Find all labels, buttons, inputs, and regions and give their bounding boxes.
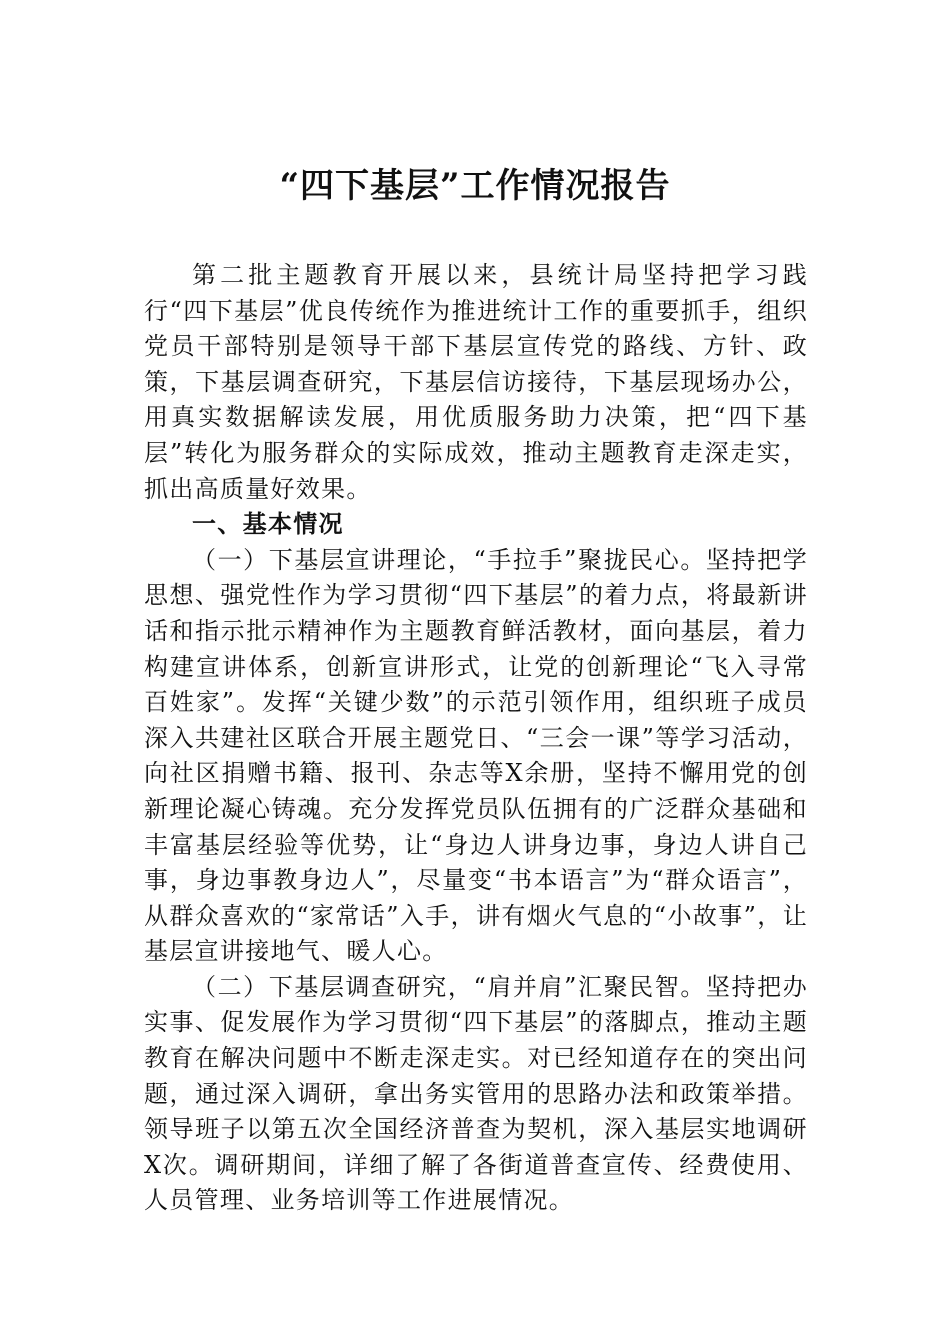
document-body: [144, 258, 808, 1219]
subsection-2-paragraph: [144, 970, 808, 1219]
subsection-2-body: 坚持把办实事、促发展作为学习贯彻“四下基层”的落脚点，推动主题教育在解决问题中不断走深走实。对已经知道存在的突出问题，通过深入调研，拿出务实管用的思路办法和政策举措。领导班子以第五次全国经济普查为契机，深入基层实地调研X次。调研期间，详细了解了各街道普查宣传、经费使用、人员管理、业务培训等工作进展情况。: [144, 972, 808, 1215]
section-heading-basic-situation: 一、基本情况: [192, 510, 344, 539]
subsection-1-paragraph: [144, 543, 808, 970]
subsection-2-lead: （二）下基层调查研究，“肩并肩”汇聚民智。: [192, 972, 706, 1001]
subsection-1-lead: （一）下基层宣讲理论，“手拉手”聚拢民心。: [192, 545, 706, 574]
intro-paragraph: 第二批主题教育开展以来，县统计局坚持把学习践行“四下基层”优良传统作为推进统计工作的重要抓手，组织党员干部特别是领导干部下基层宣传党的路线、方针、政策，下基层调查研究，下基层信访接待，下基层现场办公，用真实数据解读发展，用优质服务助力决策，把“四下基层”转化为服务群众的实际成效，推动主题教育走深走实，抓出高质量好效果。: [144, 261, 808, 503]
subsection-1-body: 坚持把学思想、强党性作为学习贯彻“四下基层”的着力点，将最新讲话和指示批示精神作为主题教育鲜活教材，面向基层，着力构建宣讲体系，创新宣讲形式，让党的创新理论“飞入寻常百姓家”。发挥“关键少数”的示范引领作用，组织班子成员深入共建社区联合开展主题党日、“三会一课”等学习活动，向社区捐赠书籍、报刊、杂志等X余册，坚持不懈用党的创新理论凝心铸魂。充分发挥党员队伍拥有的广泛群众基础和丰富基层经验等优势，让“身边人讲身边事，身边人讲自己事，身边事教身边人”，尽量变“书本语言”为“群众语言”，从群众喜欢的“家常话”入手，讲有烟火气息的“小故事”，让基层宣讲接地气、暖人心。: [144, 545, 808, 966]
document-title: “四下基层”工作情况报告: [279, 166, 671, 206]
